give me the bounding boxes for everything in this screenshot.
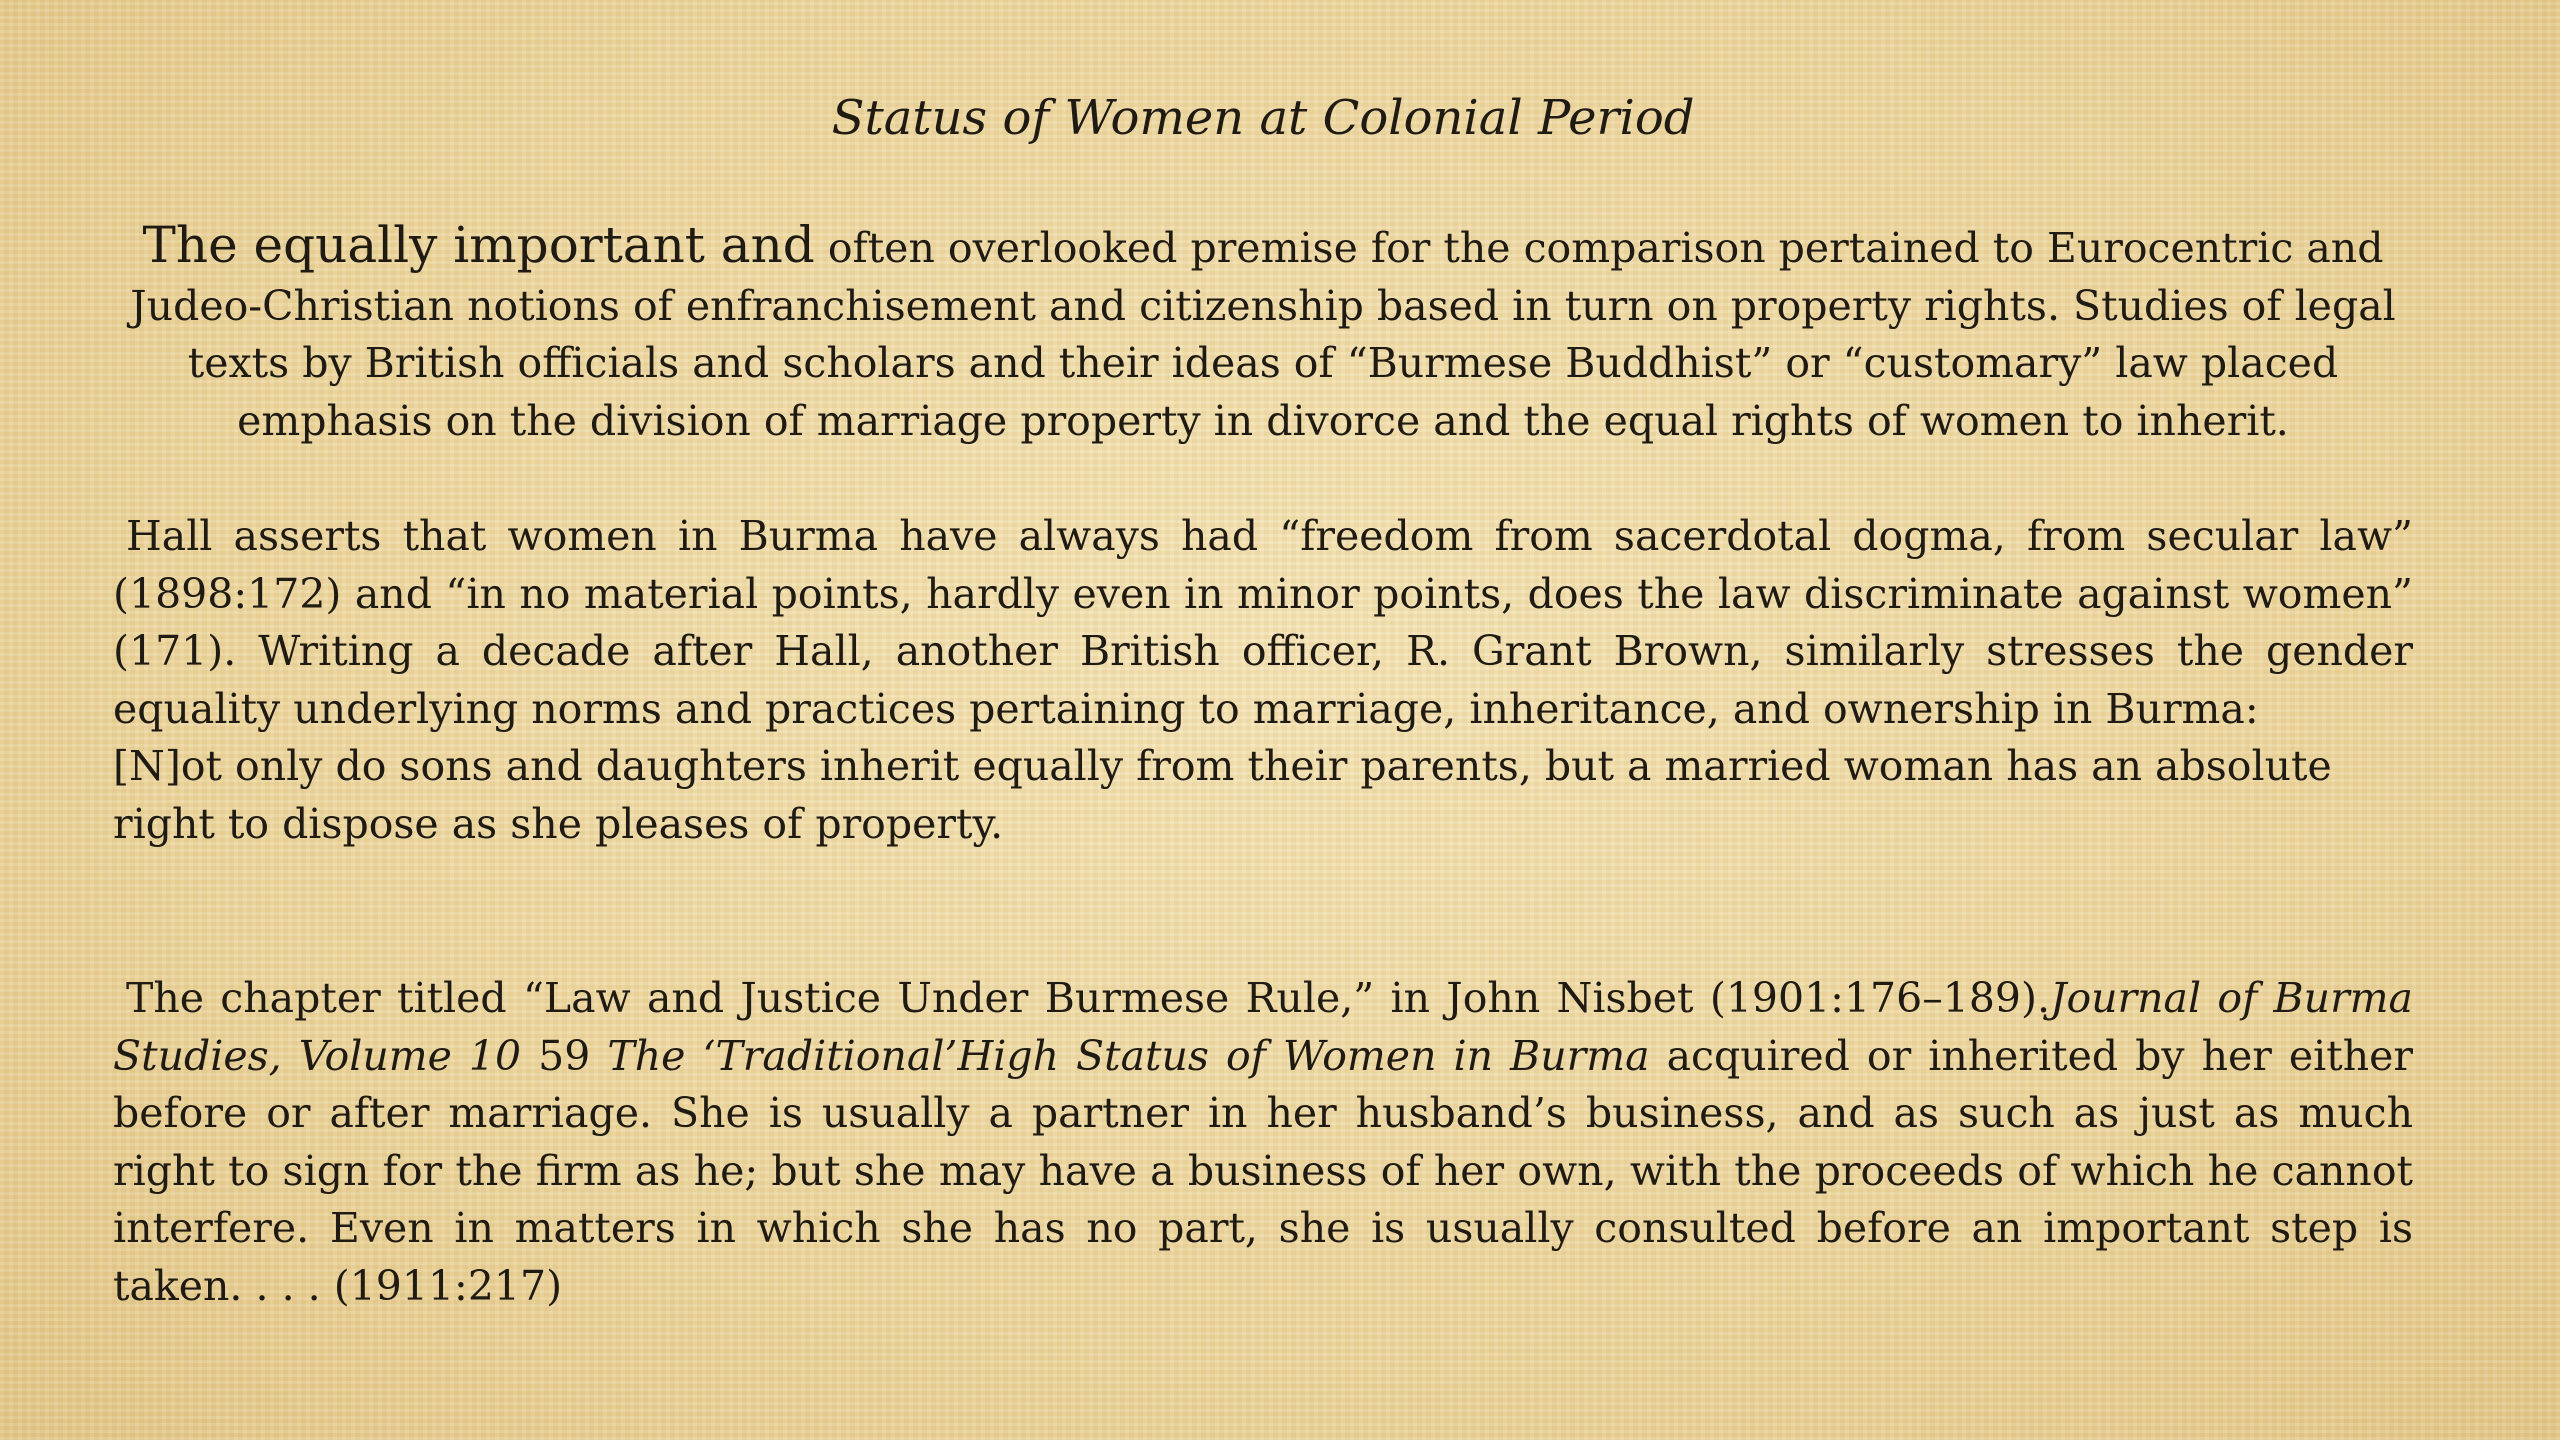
journal-citation: Journal of Burma Studies, Volume 10 xyxy=(113,974,2413,1080)
paragraph-2 xyxy=(113,508,2413,853)
paragraph-3-body: acquired or inherited by her either before or after marriage. She is usually a partner in her husband’s business, and as such as just as much right to sign for the firm as he; but she may have a business of her own, with the proceeds of which he cannot interfere. Even in matters in which she has no part, she is usually consulted before an important step is taken. . . . (1911:217) xyxy=(113,1031,2413,1310)
slide-title: Status of Women at Colonial Period xyxy=(831,90,1695,146)
paragraph-2-body: Hall asserts that women in Burma have always had “freedom from sacerdotal dogma, from secular law” (1898:172) and “in no material points, hardly even in minor points, does the law discriminate against women” (171). Writing a decade after Hall, another British officer, R. Grant Brown, similarly stresses the gender equality underlying norms and practices pertaining to marriage, inheritance, and ownership in Burma: xyxy=(113,512,2413,733)
paragraph-3-start: The chapter titled “Law and Justice Under Burmese Rule,” in John Nisbet (1901:176–189). xyxy=(126,974,2051,1022)
article-title: The ‘Traditional’High Status of Women in Burma xyxy=(607,1031,1650,1080)
paragraph-1-body: often overlooked premise for the comparison pertained to Eurocentric and Judeo-Christian notions of enfranchisement and citizenship based in turn on property rights. Studies of legal texts by British officials and scholars and their ideas of “Burmese Buddhist” or “customary” law placed emphasis on the division of marriage property in divorce and the equal rights of women to inherit. xyxy=(130,224,2396,445)
paragraph-3 xyxy=(113,970,2413,1315)
paragraph-1 xyxy=(113,217,2413,450)
page-number: 59 xyxy=(521,1031,608,1080)
block-quote: [N]ot only do sons and daughters inherit equally from their parents, but a married woman has an absolute right to dispose as she pleases of property. xyxy=(113,742,2332,848)
paragraph-1-lead: The equally important and xyxy=(142,216,815,274)
